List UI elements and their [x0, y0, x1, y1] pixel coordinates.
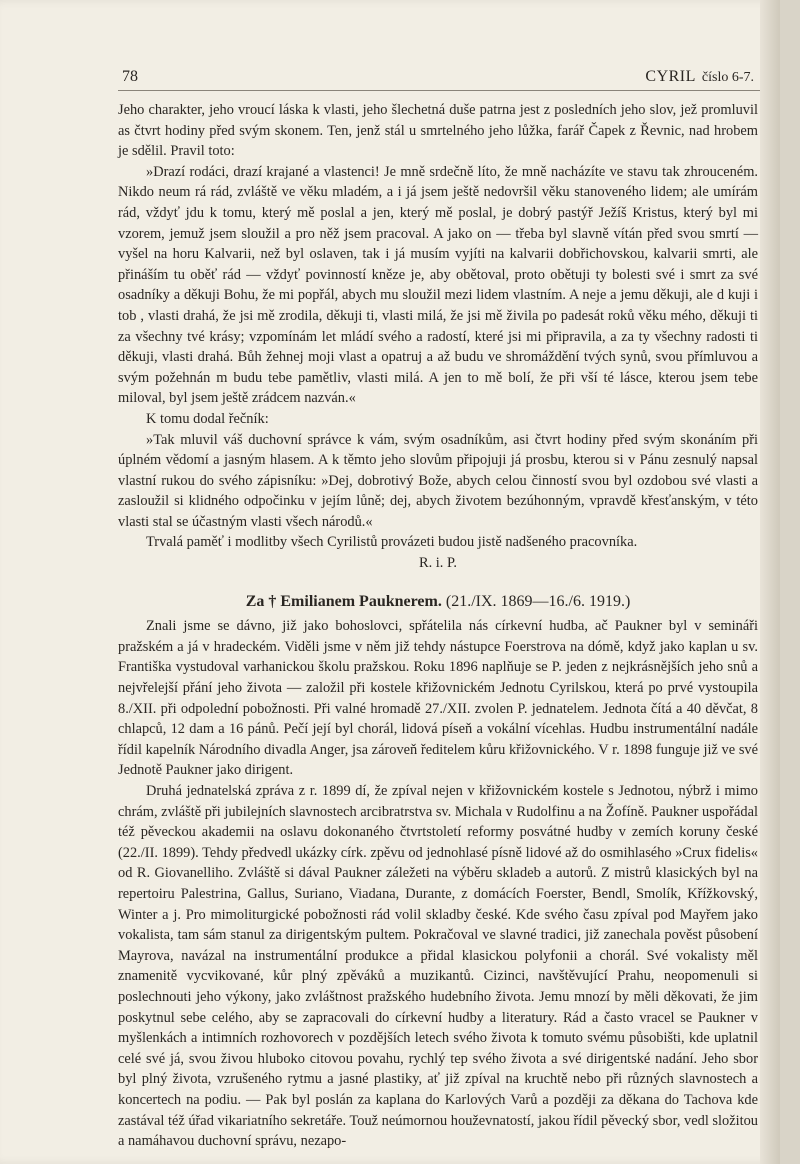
paragraph: Trvalá paměť i modlitby všech Cyrilistů provázeti budou jistě nadšeného pracovníka. — [146, 534, 638, 551]
section-title-name: Za † Emilianem Pauknerem. — [245, 592, 442, 610]
section-title — [118, 592, 758, 613]
paragraph: Jeho charakter, jeho vroucí láska k vlasti, jeho šlechetná duše patrna jest z posledních jeho slov, jež promluvil as čtvrt hodiny před svým skonem. Ten, jenž stál u smrtelného jeho lůžka, farář Čapek z Řevnic, nad hrobem je sdělil. Pravil toto: — [118, 102, 758, 160]
paragraph: K tomu dodal řečník: — [146, 410, 269, 427]
section-title-dates: (21./IX. 1869—16./6. 1919.) — [445, 592, 631, 610]
running-header — [118, 66, 760, 91]
journal-name: CYRIL — [645, 68, 696, 85]
article-body — [118, 100, 758, 1152]
page-edge-shadow — [760, 0, 780, 1164]
issue-number: číslo 6-7. — [701, 70, 754, 85]
paragraph: »Tak mluvil váš duchovní správce k vám, svým osadníkům, asi čtvrt hodiny před svým skonáním při úplném vědomí a jasným hlasem. A k těmto jeho slovům připojuji já prosbu, kterou si v Pánu zesnulý napsal vlastní rukou do svého zápisníku: »Dej, dobrotivý Bože, abych celou činností svou byl ozdobou své vlasti a zasloužil si klidného odpočinku v jejím lůně; dej, abych životem bezúhonným, vpravdě křesťanským, v této vlasti stal se účastným vlasti všech národů.« — [118, 431, 758, 530]
paragraph: Druhá jednatelská zpráva z r. 1899 dí, že zpíval nejen v křižovnickém kostele s Jednotou, nýbrž i mimo chrám, zvláště při jubilejních slavnostech arcibratrstva sv. Michala v Rudolfinu a na Žofíně. Paukner uspořádal též pěveckou akademii na oslavu dokonaného čtvrtstoletí reformy posvátné hudby v zemích koruny české (22./II. 1899). Tehdy předvedl ukázky círk. zpěvu od jednohlasé písně lidové až do osmihlasého »Crux fidelis« od R. Giovanelliho. Zvláště si dával Paukner záležeti na výběru skladeb a autorů. Z mistrů klasických byl na repertoiru Palestrina, Gallus, Suriano, Viadana, Durante, z domácích Foerster, Bendl, Smolík, Křížkovský, Winter a j. Pro mimoliturgické pobožnosti rád volil skladby české. Kde svého času zpíval pod Mayřem jako vokalista, tam sám stanul za dirigentským pultem. Pokračoval ve slavné tradici, již zanechala pověst působení Mayrova, navázal na instrumentální produkce a přidal klasickou polyfonii a chorál. Své vokalisty měl znamenitě vycvikované, kůr plný zpěváků a muzikantů. Cizinci, navštěvující Prahu, neopomenuli si poslechnouti jeho výkony, jako zvláštnost pražského hudebního života. Jemu mnozí by měli děkovati, že jim poskytnul sebe celého, aby se zapracovali do církevní hudby a literatury. Rád a často vracel se Paukner v myšlenkách a intimních rozhovorech v pozdějších letech svého života k tomuto svému působišti, kde uplatnil celé své já, svou živou hluboko citovou povahu, rychlý tep svého života a své dirigentské nadání. Jeho sbor byl plný života, vzrušeného rytmu a jasné plastiky, ať již zpíval na kruchtě nebo při různých slavnostech a koncertech na podiu. — Pak byl poslán za kaplana do Karlových Varů a později za děkana do Tachova kde zastával též úřad vikariatního sekretáře. Touž neúmornou houževnatostí, jakou řídil pěvecký sbor, vedl složitou a namáhavou duchovní správu, nezapo- — [118, 783, 758, 1150]
paragraph: Znali jsme se dávno, již jako bohoslovci, spřátelila nás církevní hudba, ač Paukner byl v semináři pražském a já v hradeckém. Viděli jsme v něm již tehdy nástupce Foerstrova na dómě, když jako kaplan u sv. Františka vystudoval varhanickou školu pražskou. Roku 1896 naplňuje se P. jeden z nejkrásnějších jeho snů a nejvřelejší přání jeho života — založil při kostele křižovnickém Jednotu Cyrilskou, která po prvé vystoupila 8./XII. při odpolední pobožnosti. Při valné hromadě 27./XII. zvolen P. jednatelem. Jednota čítá a 40 děvčat, 8 chlapců, 12 dam a 16 pánů. Pečí její byl chorál, lidová píseň a vokální vícehlas. Hudbu instrumentální nadále řídil kapelník Národního divadla Anger, jsa zároveň ředitelem kůru křižovnického. V r. 1898 funguje již ve své Jednotě Paukner jako dirigent. — [118, 618, 758, 779]
page-number: 78 — [122, 68, 138, 85]
signature: R. i. P. — [419, 555, 457, 572]
paragraph: »Drazí rodáci, drazí krajané a vlastenci! Je mně srdečně líto, že mně nacházíte ve stavu tak zhrouceném. Nikdo neum rá rád, zvláště ve věku mladém, a i já jsem ještě nedovršil věku stanoveného lidem; ale umírám rád, vždyť jdu k tomu, který mě poslal a jen, který mě poslal, je dobrý pastýř Ježíš Kristus, který byl mi vzorem, jemuž jsem sloužil a pro něž jsem pracoval. A jako on — třeba byl slavně vítán před svou smrtí — vyšel na horu Kalvarii, než byl oslaven, tak i já musím vyjíti na kalvarii dobřichovskou, kalvarii smrti, ale přináším tu oběť rád — vždyť povinností kněze je, aby obětoval, proto obětuji ty bolesti své i smrt za své osadníky a děkuji Bohu, že mi popřál, abych mu sloužil mezi lidem vlastním. A neje a jemu děkuji, ale d kuji i tob , vlasti drahá, že jsi mě zrodila, děkuji ti, vlasti milá, že jsi mě živila po padesát roků věku mého, děkuji ti za všechny tvé krásy; vzpomínám let mládí svého a radostí, které jsi mi připravila, a za ty všechny radosti ti děkuji, vlasti drahá. Bůh žehnej moji vlast a opatruj a až budu ve shromáždění tvých synů, svou přímluvou a svým požehnán m budu tebe pamětliv, vlasti milá. A jen to mě bolí, že při vší té lásce, kterou jsem tebe miloval, byl jsem ještě zrádcem nazván.« — [118, 163, 758, 407]
journal-running-title — [645, 68, 754, 86]
